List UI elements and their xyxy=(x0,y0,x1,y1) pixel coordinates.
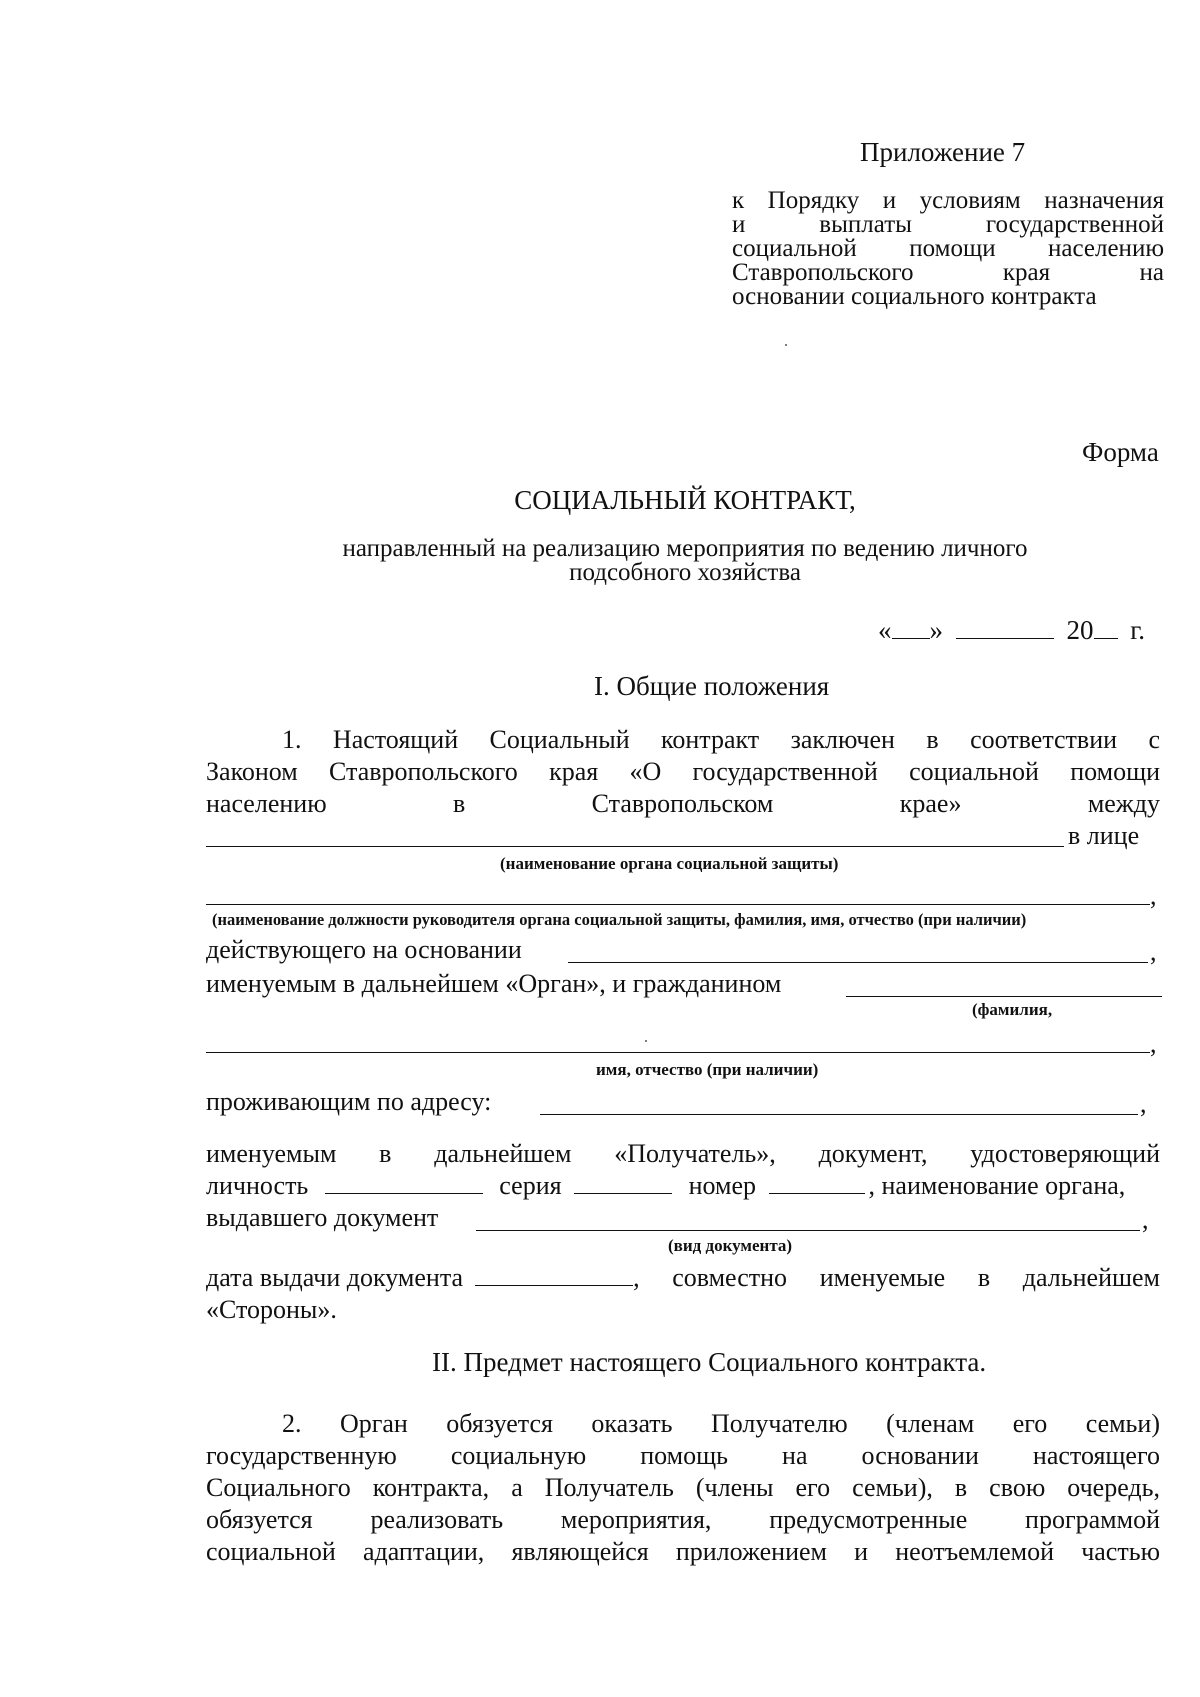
date-year-blank[interactable] xyxy=(1094,616,1118,639)
para1-line-1: 1. Настоящий Социальный контракт заключен в соответствии с xyxy=(282,725,1160,754)
identity-label: личность xyxy=(206,1171,309,1200)
identity-doc-blank[interactable] xyxy=(325,1171,483,1194)
trailing-comma-4: , xyxy=(1140,1089,1147,1118)
appendix-line-5: основании социального контракта xyxy=(732,283,1097,310)
scan-speck xyxy=(785,344,787,346)
caption-doc-type: (вид документа) xyxy=(668,1236,793,1255)
issue-date-blank[interactable] xyxy=(475,1263,633,1286)
para2-line-5: социальной адаптации, являющейся приложением и неотъемлемой частью xyxy=(206,1537,1160,1566)
date-line xyxy=(878,614,1145,646)
para2-line-1: 2. Орган обязуется оказать Получателю (членам его семьи) xyxy=(282,1409,1160,1438)
number-label: номер xyxy=(688,1171,756,1200)
para1-line-3: населению в Ставропольском крае» между xyxy=(206,789,1160,818)
trailing-comma-3: , xyxy=(1150,1029,1157,1058)
issuing-org-blank[interactable] xyxy=(476,1230,1140,1231)
jointly-label: , совместно именуемые в дальнейшем xyxy=(633,1263,1160,1292)
hereinafter-org-label: именуемым в дальнейшем «Орган», и гражданином xyxy=(206,969,782,998)
para1-line-2: Законом Ставропольского края «О государственной социальной помощи xyxy=(206,757,1160,786)
trailing-comma-2: , xyxy=(1150,937,1157,966)
issue-date-label: дата выдачи документа xyxy=(206,1263,464,1292)
date-day-blank[interactable] xyxy=(892,616,930,639)
number-blank[interactable] xyxy=(769,1171,865,1194)
org-name-blank[interactable] xyxy=(206,846,1064,847)
identity-row xyxy=(206,1170,1125,1202)
date-year-prefix: 20 xyxy=(1066,615,1094,645)
para2-line-4: обязуется реализовать мероприятия, предусмотренные программой xyxy=(206,1505,1160,1534)
appendix-title: Приложение 7 xyxy=(860,137,1026,167)
appendix-line-4: Ставропольского края на xyxy=(732,259,1164,286)
issued-doc-label: выдавшего документ xyxy=(206,1203,439,1232)
appendix-line-2: и выплаты государственной xyxy=(732,211,1164,238)
acting-on-basis-label: действующего на основании xyxy=(206,935,522,964)
series-blank[interactable] xyxy=(574,1171,672,1194)
head-position-blank[interactable] xyxy=(206,904,1150,905)
appendix-line-1: к Порядку и условиям назначения xyxy=(732,187,1164,214)
date-year-suffix: г. xyxy=(1130,615,1146,645)
date-close-quote: » xyxy=(929,615,943,645)
appendix-line-3: социальной помощи населению xyxy=(732,235,1164,262)
issue-date-row xyxy=(206,1262,1160,1294)
para2-line-2: государственную социальную помощь на основании настоящего xyxy=(206,1441,1160,1470)
caption-head: (наименование должности руководителя органа социальной защиты, фамилия, имя, отчество (при наличии) xyxy=(212,910,1027,929)
citizen-name-blank[interactable] xyxy=(206,1052,1150,1053)
recipient-line-1: именуемым в дальнейшем «Получатель», документ, удостоверяющий xyxy=(206,1139,1160,1168)
form-label: Форма xyxy=(1082,437,1159,467)
trailing-comma-5: , xyxy=(1142,1205,1149,1234)
para2-line-3: Социального контракта, а Получатель (члены его семьи), в свою очередь, xyxy=(206,1473,1160,1502)
citizen-surname-blank[interactable] xyxy=(846,996,1162,997)
doc-subtitle-line-2: подсобного хозяйства xyxy=(569,559,801,586)
date-open-quote: « xyxy=(878,615,892,645)
in-person-label: в лице xyxy=(1068,821,1140,850)
doc-title: СОЦИАЛЬНЫЙ КОНТРАКТ, xyxy=(514,485,856,515)
date-month-blank[interactable] xyxy=(956,616,1054,639)
caption-name: имя, отчество (при наличии) xyxy=(596,1060,819,1079)
section1-heading: I. Общие положения xyxy=(594,671,830,701)
caption-surname: (фамилия, xyxy=(972,1000,1053,1019)
issuing-org-label: , наименование органа, xyxy=(868,1171,1126,1200)
scan-speck xyxy=(645,1040,647,1042)
basis-blank[interactable] xyxy=(568,962,1148,963)
series-label: серия xyxy=(499,1171,562,1200)
residing-label: проживающим по адресу: xyxy=(206,1087,492,1116)
section2-heading: II. Предмет настоящего Социального контракта. xyxy=(432,1347,987,1377)
parties-label: «Стороны». xyxy=(206,1295,337,1324)
doc-subtitle-line-1: направленный на реализацию мероприятия по ведению личного xyxy=(342,535,1028,562)
trailing-comma-1: , xyxy=(1150,881,1157,910)
address-blank[interactable] xyxy=(540,1114,1138,1115)
caption-org: (наименование органа социальной защиты) xyxy=(500,854,839,873)
